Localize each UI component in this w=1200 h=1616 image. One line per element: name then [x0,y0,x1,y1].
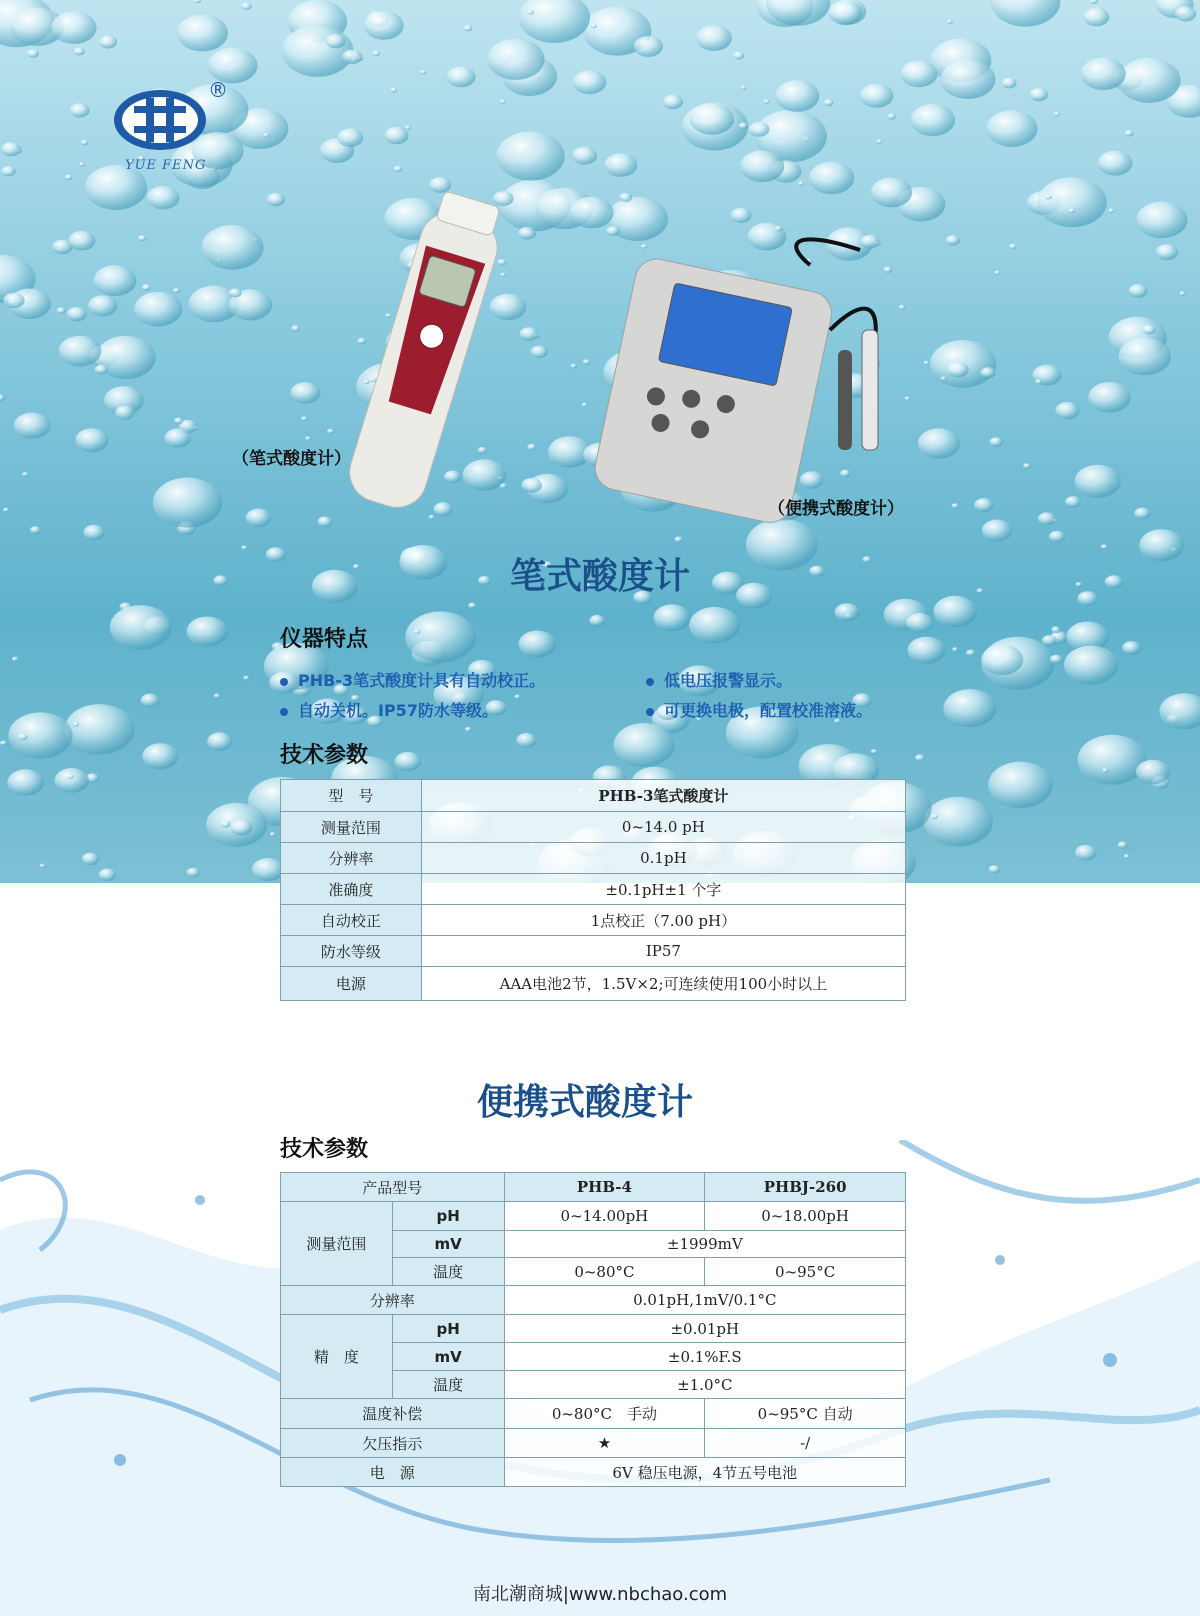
water-drop [142,284,151,291]
water-drop [22,472,28,477]
water-drop [405,126,411,130]
water-drop [634,36,663,57]
water-drop [988,762,1053,809]
water-drop [1088,382,1131,413]
water-drop [570,197,614,229]
water-drop [99,36,117,49]
water-drop [1139,529,1184,561]
table-row: 型 号 PHB-3笔式酸度计 [281,780,906,812]
water-drop [40,864,46,868]
water-drop [138,235,146,241]
table-row: 自动校正 1点校正（7.00 pH） [281,905,906,936]
water-drop [775,80,819,112]
water-drop [147,186,180,209]
star-icon: ★ [504,1429,705,1458]
water-drop [82,853,99,865]
water-drop [824,99,833,106]
water-drop [174,418,183,425]
water-drop [270,832,276,836]
water-drop [444,471,461,483]
portable-specs-heading: 技术参数 [280,1137,369,1162]
water-drop [514,695,520,699]
water-drop [1065,496,1081,507]
water-drop [59,336,102,367]
water-drop [899,305,906,310]
feature-item: 自动关机。IP57防水等级。 [280,698,498,721]
water-drop [519,0,590,43]
bullet-icon [280,678,288,686]
portable-meter-caption: （便携式酸度计） [768,499,904,519]
water-drop [243,676,250,681]
water-drop [3,508,9,512]
water-drop [940,377,946,381]
water-drop [318,516,333,527]
water-drop [1124,854,1130,858]
water-drop [500,273,506,277]
water-drop [187,617,229,647]
water-drop [301,416,308,421]
water-drop [370,377,377,382]
water-drop [663,95,683,110]
feature-item: PHB-3笔式酸度计具有自动校正。 [280,668,545,691]
water-drop [1175,6,1196,21]
water-drop [1159,693,1200,729]
water-drop [740,150,784,182]
water-drop [1075,465,1121,498]
water-drop [30,526,41,534]
water-drop [1030,88,1048,101]
water-drop [55,768,90,793]
water-drop [1051,626,1061,633]
water-drop [521,478,542,493]
water-drop [1038,512,1056,525]
water-drop [518,227,536,240]
water-drop [290,382,320,404]
water-drop [14,413,51,439]
water-drop [99,869,116,881]
water-drop [1098,151,1133,176]
water-drop [606,226,620,236]
water-drop [884,267,893,273]
table-row: 防水等级 IP57 [281,936,906,967]
table-row: 温度补偿 0~80°C 手动 0~95°C 自动 [281,1399,906,1429]
water-drop [173,288,180,293]
water-drop [887,113,896,119]
water-drop [1101,544,1108,549]
water-drop [391,88,398,93]
water-drop [516,733,537,748]
water-drop [1125,130,1134,137]
water-drop [0,394,5,401]
water-drop [3,293,24,308]
water-drop [95,365,108,375]
water-drop [79,162,85,167]
water-drop [27,49,39,58]
bullet-icon [646,678,654,686]
table-row: 准确度 ±0.1pH±1 个字 [281,874,906,905]
water-drop [943,689,996,727]
water-drop [932,814,938,819]
water-drop [88,295,117,316]
water-drop [906,613,933,633]
water-drop [51,11,96,44]
water-drop [291,325,300,331]
water-drop [394,166,403,172]
water-drop [497,259,506,266]
water-drop [528,10,535,15]
water-drop [142,743,178,769]
water-drop [363,380,369,385]
water-drop [933,596,977,627]
water-drop [1143,325,1156,334]
water-drop [18,734,28,741]
water-drop [434,502,453,516]
water-drop [531,346,548,358]
features-heading: 仪器特点 [280,627,369,652]
water-drop [641,244,647,248]
water-drop [1105,575,1123,588]
water-drop [1,142,21,156]
water-drop [1084,8,1110,27]
water-drop [764,99,770,103]
water-drop [733,52,744,60]
water-drop [207,732,232,750]
footer-website: 南北潮商城|www.nbchao.com [472,1584,728,1605]
water-drop [1118,58,1181,103]
water-drop [165,428,192,447]
water-drop [995,270,1001,274]
water-drop [115,406,135,420]
water-drop [1037,177,1106,227]
water-drop [429,177,451,193]
water-drop [1122,641,1141,655]
water-drop [1068,208,1075,213]
water-drop [835,603,860,621]
table-row: 温度 0~80°C 0~95°C [281,1258,906,1286]
water-drop [775,226,783,232]
water-drop [966,650,976,657]
water-drop [749,122,770,137]
water-drop [68,231,95,251]
water-drop [924,361,930,365]
water-drop [952,647,958,651]
water-drop [75,428,108,452]
table-row: 测量范围 pH 0~14.00pH 0~18.00pH [281,1202,906,1231]
water-drop [941,60,996,99]
water-drop [490,294,527,320]
water-drop [1081,58,1126,90]
water-drop [327,429,334,434]
water-drop [1156,244,1178,260]
feature-item: 低电压报警显示。 [646,668,792,691]
water-drop [1134,508,1150,520]
table-row: 分辨率 0.01pH,1mV/0.1°C [281,1286,906,1315]
water-drop [905,396,911,400]
bullet-icon [646,708,654,716]
water-drop [952,503,959,508]
water-drop [924,797,993,847]
water-drop [1076,582,1083,587]
water-drop [989,865,1000,873]
water-drop [465,727,472,732]
water-drop [1075,845,1097,861]
water-drop [241,2,252,10]
water-drop [12,657,19,662]
water-drop [986,110,1037,147]
water-drop [213,575,228,585]
water-drop [221,821,231,828]
logo-text: YUE FENG [125,158,207,173]
water-drop [1102,768,1108,773]
water-drop [591,24,597,29]
water-drop [372,51,380,57]
table-row: 测量范围 0~14.0 pH [281,812,906,843]
water-drop [604,153,637,177]
table-row: 电 源 6V 稳压电源，4节五号电池 [281,1458,906,1487]
water-drop [689,607,740,644]
water-drop [405,611,476,662]
registered-mark: ® [208,78,228,102]
water-drop [496,131,564,180]
water-drop [81,140,89,145]
water-drop [840,470,851,478]
water-drop [908,637,946,664]
water-drop [982,520,1012,542]
water-drop [991,0,1061,27]
portable-section-title: 便携式酸度计 [476,1082,693,1123]
water-drop [520,327,539,341]
water-drop [263,133,269,137]
water-drop [229,288,242,297]
water-drop [464,25,473,31]
bullet-icon [280,708,288,716]
water-drop [947,20,953,24]
water-drop [1078,735,1147,785]
water-drop [974,498,993,512]
water-drop [573,70,606,94]
water-drop [267,193,285,206]
water-drop [1129,284,1148,298]
water-drop [57,307,66,314]
water-drop [946,235,960,245]
water-drop [981,367,996,378]
water-drop [690,103,734,135]
table-row: 欠压指示 ★ -/ [281,1429,906,1458]
water-drop [1049,531,1065,543]
table-row: 精 度 pH ±0.01pH [281,1315,906,1343]
table-row: mV ±1999mV [281,1231,906,1258]
water-drop [67,307,87,321]
water-drop [67,774,73,779]
water-drop [305,436,311,440]
table-row: mV ±0.1%F.S [281,1343,906,1371]
water-drop [1045,195,1051,200]
water-drop [385,314,391,318]
water-drop [800,471,824,488]
water-drop [420,70,426,75]
water-drop [364,11,404,39]
water-drop [741,86,747,90]
water-drop [1077,591,1098,606]
table-row: 产品型号 PHB-4 PHBJ-260 [281,1173,906,1202]
water-drop [73,722,79,727]
water-drop [614,723,675,767]
portable-meter-illustration [591,255,835,526]
water-drop [74,47,85,55]
water-drop [246,509,272,528]
water-drop [619,193,632,202]
water-drop [871,749,878,754]
table-row: 温度 ±1.0°C [281,1371,906,1399]
water-drop [1136,760,1170,785]
water-drop [696,25,732,51]
water-drop [194,0,201,3]
water-drop [519,631,557,658]
water-drop [739,123,748,130]
water-drop [1180,291,1186,295]
water-drop [990,437,1003,447]
water-drop [871,178,912,208]
water-drop [0,741,7,746]
water-drop [385,127,409,144]
pen-specs-table [280,779,906,1001]
water-drop [70,103,90,117]
water-drop [653,604,690,631]
water-drop [65,174,73,180]
water-drop [487,39,544,80]
water-drop [1009,244,1017,249]
water-drop [1064,646,1118,685]
water-drop [589,615,605,626]
water-drop [177,15,228,52]
water-drop [918,428,960,458]
water-drop [1136,202,1187,239]
water-drop [674,536,683,542]
water-drop [337,128,363,147]
water-drop [731,208,752,223]
water-drop [65,704,135,754]
water-drop [266,547,286,562]
water-drop [241,546,247,550]
water-drop [1108,208,1114,213]
water-drop [570,364,577,369]
water-drop [572,147,597,165]
water-drop [94,265,137,296]
water-drop [915,754,925,761]
water-drop [7,769,44,795]
water-drop [809,162,854,195]
water-drop [463,459,507,490]
water-drop [202,225,264,270]
water-drop [447,67,476,88]
water-drop [876,139,882,144]
pen-section-title: 笔式酸度计 [509,556,690,597]
water-drop [583,359,590,364]
water-drop [948,362,969,377]
water-drop [358,338,367,344]
water-drop [83,525,104,540]
water-drop [1023,463,1031,469]
water-drop [1119,338,1171,376]
table-row: 电源 AAA电池2节，1.5V×2;可连续使用100小时以上 [281,967,906,1001]
water-drop [1118,842,1128,849]
water-drop [342,50,362,64]
water-drop [1055,402,1079,419]
water-drop [527,444,536,451]
water-drop [1050,655,1063,664]
water-drop [493,191,514,206]
table-row: 分辨率 0.1pH [281,843,906,874]
water-drop [798,181,804,185]
pen-meter-caption: （笔式酸度计） [232,449,351,469]
water-drop [282,25,354,77]
water-drop [500,99,506,103]
water-drop [1035,379,1042,384]
water-drop [8,712,72,758]
water-drop [1002,78,1017,89]
water-drop [214,694,221,699]
feature-item: 可更换电极，配置校准溶液。 [646,698,872,721]
water-drop [911,104,956,136]
water-drop [231,820,253,836]
water-drop [153,478,222,528]
water-drop [110,605,172,650]
water-drop [187,868,200,878]
pen-specs-heading: 技术参数 [280,743,369,768]
water-drop [861,235,880,249]
water-drop [1090,0,1099,4]
water-drop [141,694,160,708]
water-drop [1,166,15,176]
water-drop [326,34,346,48]
water-drop [468,603,476,609]
water-drop [981,645,1023,675]
water-drop [395,752,422,771]
water-drop [429,515,435,519]
water-drop [134,292,182,327]
portable-specs-table [280,1172,906,1487]
water-drop [977,588,984,593]
water-drop [1042,635,1057,646]
water-drop [860,84,893,108]
water-drop [1054,112,1060,116]
water-drop [829,1,863,25]
water-drop [582,403,588,407]
water-drop [414,629,421,634]
water-drop [478,447,487,454]
